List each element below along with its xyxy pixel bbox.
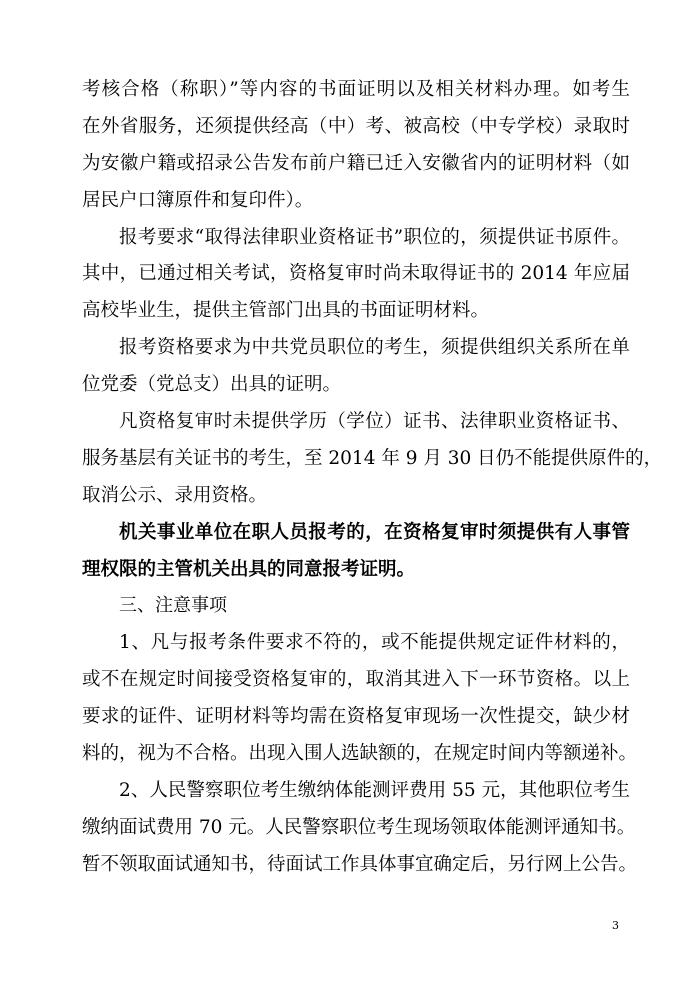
document-body <box>82 72 663 884</box>
text-line: 2、人民警察职位考生缴纳体能测评费用 55 元，其他职位考生 <box>119 779 630 801</box>
text-line: 居民户口簿原件和复印件）。 <box>82 189 314 211</box>
text-line: 服务基层有关证书的考生，至 2014 年 9 月 30 日仍不能提供原件的， <box>82 447 663 469</box>
text-line: 1、凡与报考条件要求不符的，或不能提供规定证件材料的， <box>119 632 630 654</box>
text-line: 其中，已通过相关考试，资格复审时尚未取得证书的 2014 年应届 <box>82 263 630 285</box>
text-line: 要求的证件、证明材料等均需在资格复审现场一次性提交，缺少材 <box>82 706 630 728</box>
bold-text-line: 理权限的主管机关出具的同意报考证明。 <box>82 558 416 580</box>
text-line: 为安徽户籍或招录公告发布前户籍已迁入安徽省内的证明材料（如 <box>82 152 630 174</box>
bold-text-line: 机关事业单位在职人员报考的，在资格复审时须提供有人事管 <box>119 521 630 543</box>
text-line: 或不在规定时间接受资格复审的，取消其进入下一环节资格。以上 <box>82 669 630 691</box>
text-line: 在外省服务，还须提供经高（中）考、被高校（中专学校）录取时 <box>82 115 630 137</box>
text-line: 报考要求“取得法律职业资格证书”职位的，须提供证书原件。 <box>119 226 630 248</box>
text-line: 暂不领取面试通知书，待面试工作具体事宜确定后，另行网上公告。 <box>82 853 638 875</box>
text-line: 凡资格复审时未提供学历（学位）证书、法律职业资格证书、 <box>119 411 630 433</box>
section-heading: 三、注意事项 <box>119 595 227 617</box>
text-line: 高校毕业生，提供主管部门出具的书面证明材料。 <box>82 300 490 322</box>
page-number: 3 <box>612 919 619 932</box>
text-line: 取消公示、录用资格。 <box>82 484 268 506</box>
text-line: 料的，视为不合格。出现入围人选缺额的，在规定时间内等额递补。 <box>82 743 638 765</box>
text-line: 报考资格要求为中共党员职位的考生，须提供组织关系所在单 <box>119 337 630 359</box>
text-line: 位党委（党总支）出具的证明。 <box>82 374 342 396</box>
text-line: 缴纳面试费用 70 元。人民警察职位考生现场领取体能测评通知书。 <box>82 816 636 838</box>
text-line: 考核合格（称职）”等内容的书面证明以及相关材料办理。如考生 <box>82 79 630 100</box>
